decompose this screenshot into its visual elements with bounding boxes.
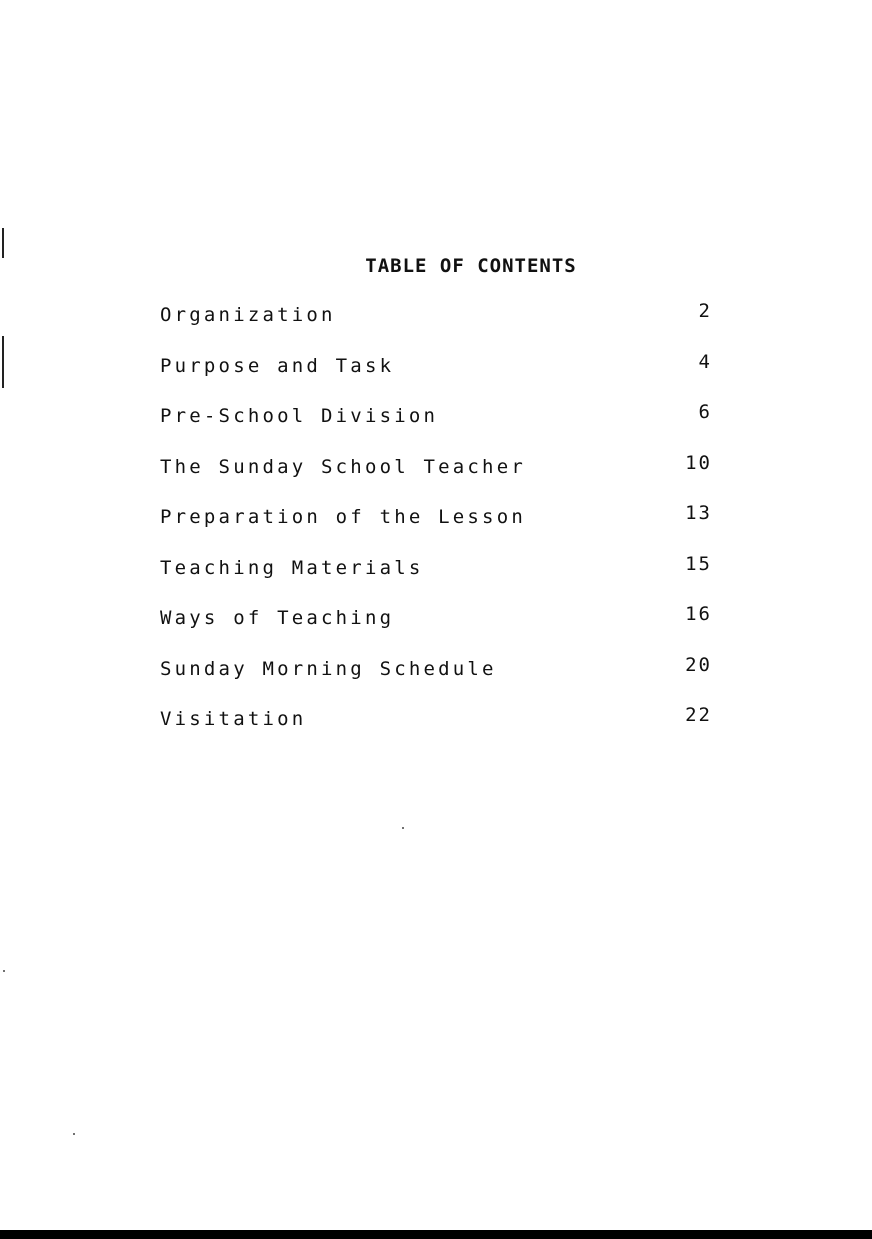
toc-entry-page: 4 [698,350,712,373]
toc-entry [160,552,712,608]
scan-speck [402,827,404,829]
scan-margin-mark [2,336,4,388]
toc-entry-page: 16 [685,603,712,625]
toc-entry [160,451,712,507]
toc-entry-page: 13 [685,502,712,524]
toc-entry-label: Organization [160,304,336,326]
toc-entry [160,502,712,557]
toc-entry-label: Preparation of the Lesson [160,506,526,528]
scan-bottom-edge [0,1230,872,1239]
toc-entry-label: Visitation [160,708,307,730]
toc-entry-page: 15 [685,552,712,575]
toc-entry [160,401,712,456]
scan-speck [73,1133,75,1135]
toc-entry [160,653,712,709]
toc-entry-page: 22 [685,704,712,726]
toc-entry-label: The Sunday School Teacher [160,455,526,478]
toc-entry-page: 6 [698,401,712,423]
scan-speck [3,970,5,972]
toc-entry [160,350,712,406]
toc-entry [160,300,712,355]
toc-entry-label: Sunday Morning Schedule [160,657,497,680]
page-title: TABLE OF CONTENTS [365,255,577,277]
toc-entry-label: Teaching Materials [160,556,424,579]
toc-entry [160,603,712,658]
toc-entry-label: Ways of Teaching [160,607,395,629]
toc-entry-label: Pre-School Division [160,405,439,427]
table-of-contents [160,300,712,759]
scan-margin-mark [2,228,4,258]
toc-entry-page: 2 [698,300,712,322]
toc-entry-page: 20 [685,653,712,676]
toc-entry-page: 10 [685,451,712,474]
toc-entry-label: Purpose and Task [160,354,395,377]
toc-entry [160,704,712,759]
